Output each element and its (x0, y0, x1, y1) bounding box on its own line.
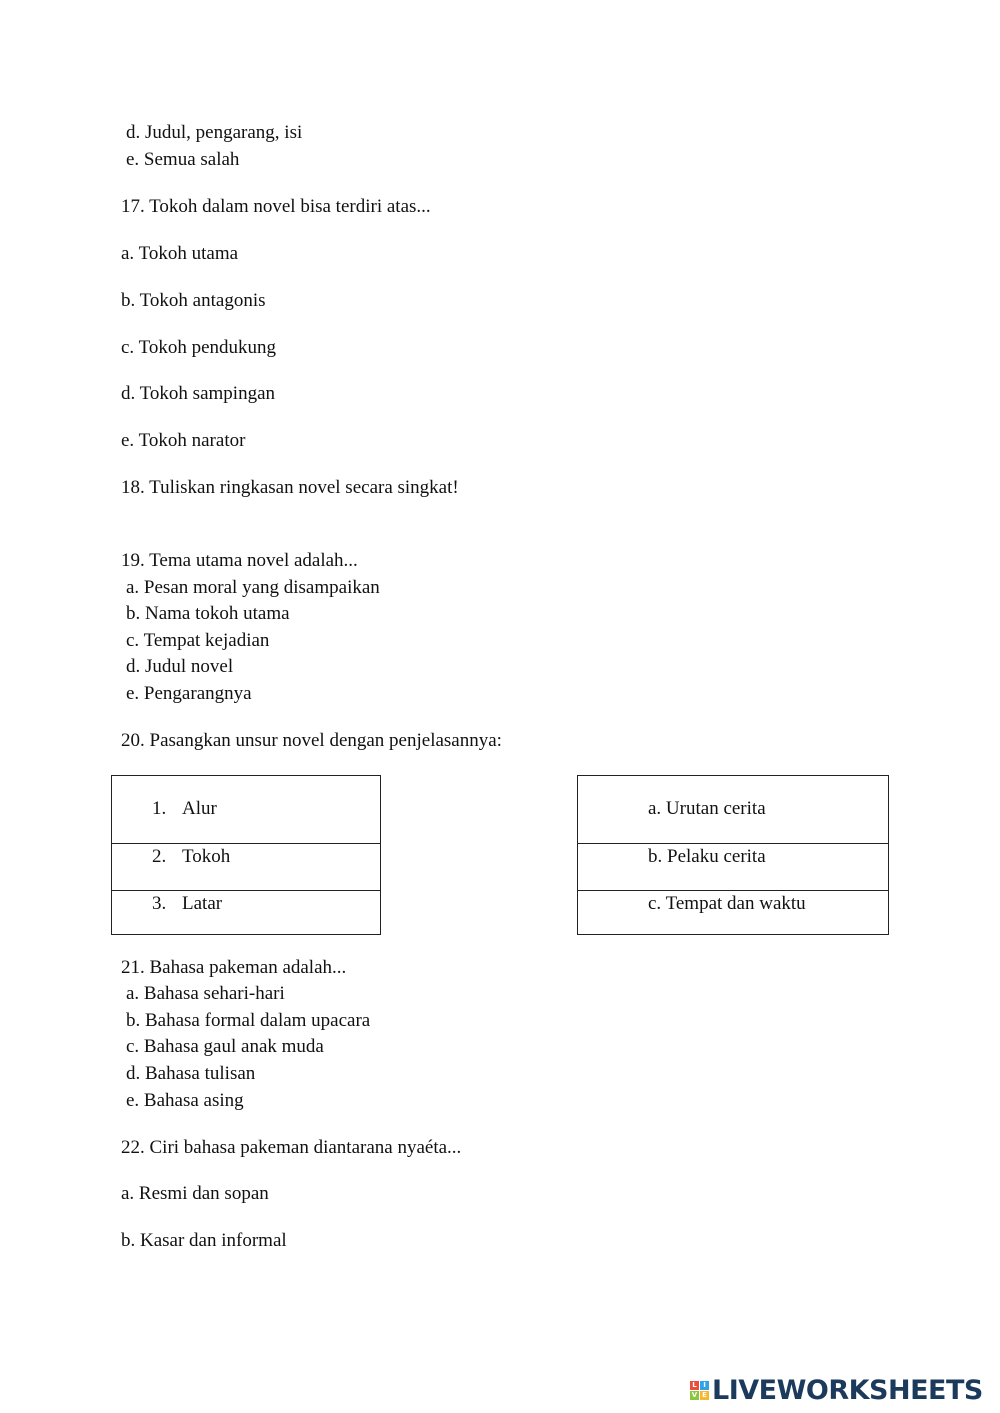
table-row (112, 776, 380, 843)
option-text: b. Tokoh antagonis (121, 290, 266, 311)
option-text: a. Tokoh utama (121, 243, 239, 264)
question-text: 17. Tokoh dalam novel bisa terdiri atas... (121, 196, 431, 217)
option-text: b. Bahasa formal dalam upacara (126, 1010, 371, 1031)
option-text: e. Tokoh narator (121, 430, 246, 451)
item-label: Latar (182, 893, 223, 914)
option-text: c. Tokoh pendukung (121, 337, 277, 358)
logo-text: LIVEWORKSHEETS (712, 1374, 983, 1406)
option-text: e. Bahasa asing (126, 1090, 244, 1111)
option-text: a. Bahasa sehari-hari (126, 983, 285, 1004)
item-number: 2. (152, 846, 167, 867)
item-label: Tokoh (182, 846, 231, 867)
table-row (112, 843, 380, 890)
table-row (578, 776, 888, 843)
table-row (578, 843, 888, 890)
option-text: e. Pengarangnya (126, 683, 252, 704)
question-text: 18. Tuliskan ringkasan novel secara singkat! (121, 477, 459, 498)
item-number: 3. (152, 893, 167, 914)
table-row (112, 890, 380, 934)
match-table-left (111, 775, 381, 935)
question-text: 21. Bahasa pakeman adalah... (121, 957, 347, 978)
item-description: a. Urutan cerita (648, 798, 766, 819)
item-description: c. Tempat dan waktu (648, 893, 806, 914)
item-description: b. Pelaku cerita (648, 846, 766, 867)
option-text: d. Tokoh sampingan (121, 383, 276, 404)
option-text: c. Tempat kejadian (126, 630, 270, 651)
option-text: b. Nama tokoh utama (126, 603, 290, 624)
option-text: c. Bahasa gaul anak muda (126, 1036, 324, 1057)
table-row (578, 890, 888, 934)
logo-mark-icon: L I V E (690, 1381, 709, 1400)
option-text: d. Bahasa tulisan (126, 1063, 256, 1084)
item-label: Alur (182, 798, 217, 819)
item-number: 1. (152, 798, 167, 819)
question-text: 22. Ciri bahasa pakeman diantarana nyaéta... (121, 1137, 462, 1158)
option-text: b. Kasar dan informal (121, 1230, 287, 1251)
question-text: 20. Pasangkan unsur novel dengan penjelasannya: (121, 730, 502, 751)
option-text: e. Semua salah (126, 149, 240, 170)
option-text: a. Resmi dan sopan (121, 1183, 269, 1204)
match-table-right (577, 775, 889, 935)
question-text: 19. Tema utama novel adalah... (121, 550, 358, 571)
liveworksheets-logo (690, 1372, 983, 1408)
option-text: a. Pesan moral yang disampaikan (126, 577, 380, 598)
option-text: d. Judul, pengarang, isi (126, 122, 303, 143)
option-text: d. Judul novel (126, 656, 234, 677)
